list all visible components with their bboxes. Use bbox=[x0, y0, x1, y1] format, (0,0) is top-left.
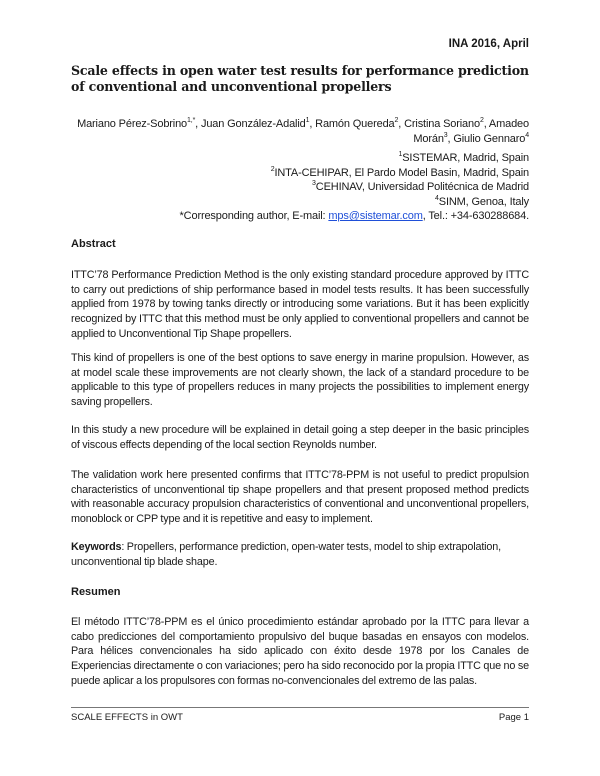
footer-title: SCALE EFFECTS in OWT bbox=[71, 712, 183, 723]
author: Giulio Gennaro bbox=[453, 133, 526, 145]
author-sup: 1,* bbox=[187, 117, 196, 124]
keywords-label: Keywords bbox=[71, 541, 122, 553]
abstract-heading: Abstract bbox=[71, 238, 116, 250]
author-sup: 1 bbox=[305, 117, 310, 124]
affiliation-text: CEHINAV, Universidad Politécnica de Madrid bbox=[315, 181, 529, 194]
affiliation bbox=[71, 166, 529, 181]
abstract-paragraph: This kind of propellers is one of the best options to save energy in marine propulsion. However, as at model scale these improvements are not clearly shown, the lack of a standard procedure to be applicable to this type of propellers reduces in many projects the possibilities to implement energy saving propellers. bbox=[71, 352, 529, 409]
affiliation bbox=[71, 195, 529, 210]
affiliation-text: SISTEMAR, Madrid, Spain bbox=[402, 152, 529, 164]
author-sup: 2 bbox=[394, 117, 399, 124]
corresponding-prefix: *Corresponding author, E-mail: bbox=[179, 210, 329, 223]
affiliations bbox=[71, 151, 529, 224]
affiliation-text: SINM, Genoa, Italy bbox=[438, 195, 529, 208]
paper-title: Scale effects in open water test results for performance prediction of conventional and unconventional propellers bbox=[71, 63, 529, 94]
abstract-paragraph: The validation work here presented confirms that ITTC’78-PPM is not useful to predict propulsion characteristics of unconventional tip shape propellers and that present proposed method predicts with reasonable accuracy propulsion characteristics of conventional and unconventional propellers, monoblock or CPP type and it is repetitive and easy to implement. bbox=[71, 469, 529, 526]
author: Ramón Quereda bbox=[315, 118, 395, 130]
author: Mariano Pérez-Sobrino bbox=[77, 118, 188, 130]
author: Juan González-Adalid bbox=[200, 118, 306, 130]
author-sup: 2 bbox=[479, 117, 484, 124]
affiliation bbox=[71, 151, 529, 166]
page-number: Page 1 bbox=[498, 712, 529, 723]
running-header: INA 2016, April bbox=[448, 38, 529, 50]
author: Amadeo Morán bbox=[413, 118, 529, 145]
author-sup: 3 bbox=[443, 132, 448, 139]
page-footer bbox=[71, 712, 529, 723]
footer-divider bbox=[71, 707, 529, 708]
resumen-heading: Resumen bbox=[71, 586, 121, 598]
email-link[interactable]: mps@sistemar.com bbox=[328, 210, 423, 223]
affiliation bbox=[71, 180, 529, 195]
affiliation-sup: 4 bbox=[435, 194, 439, 202]
abstract-paragraph: ITTC’78 Performance Prediction Method is the only existing standard procedure approved by ITTC to carry out predictions of ship performance based in model tests results. It has been successfully applied from 1978 by towing tanks directly or introducing some variations. But it has been explicitly recognized by ITTC that this method must be only applied to conventional propellers and cannot be applied to Unconventional Tip Shape propellers. bbox=[71, 269, 529, 340]
corresponding-author bbox=[71, 209, 529, 224]
corresponding-suffix: , Tel.: +34-630288684. bbox=[422, 210, 529, 223]
affiliation-sup: 1 bbox=[398, 151, 403, 158]
keywords-text: : Propellers, performance prediction, open-water tests, model to ship extrapolation, unconventional tip blade shape. bbox=[71, 541, 501, 568]
author-sup: 4 bbox=[525, 132, 529, 139]
author-list: Mariano Pérez-Sobrino$^{1,*}$, Juan González-Adalid$^1$, Ramón Quereda$^2$, Cristina Soriano$^2$, Amadeo Morán$^3$, Giulio Gennaro$^4$ bbox=[77, 117, 529, 145]
author: Cristina Soriano bbox=[404, 118, 480, 130]
abstract-paragraph: In this study a new procedure will be explained in detail going a step deeper in the basic principles of viscous effects depending of the local section Reynolds number. bbox=[71, 424, 529, 451]
keywords bbox=[71, 540, 529, 569]
resumen-paragraph: El método ITTC’78-PPM es el único procedimiento estándar aprobado por la ITTC para llevar a cabo predicciones del comportamiento propulsivo del buque basadas en ensayos con modelos. Para hélices convencionales ha sido aplicado con éxito desde 1978 por los Canales de Experiencias directamente o con variaciones; pero ha sido reconocido por la propia ITTC que no se puede aplicar a los propulsores con formas no-convencionales del extremo de las palas. bbox=[71, 616, 529, 687]
affiliation-text: INTA-CEHIPAR, El Pardo Model Basin, Madrid, Spain bbox=[274, 166, 529, 179]
affiliation-sup: 2 bbox=[270, 165, 275, 173]
affiliation-sup: 3 bbox=[312, 180, 316, 188]
